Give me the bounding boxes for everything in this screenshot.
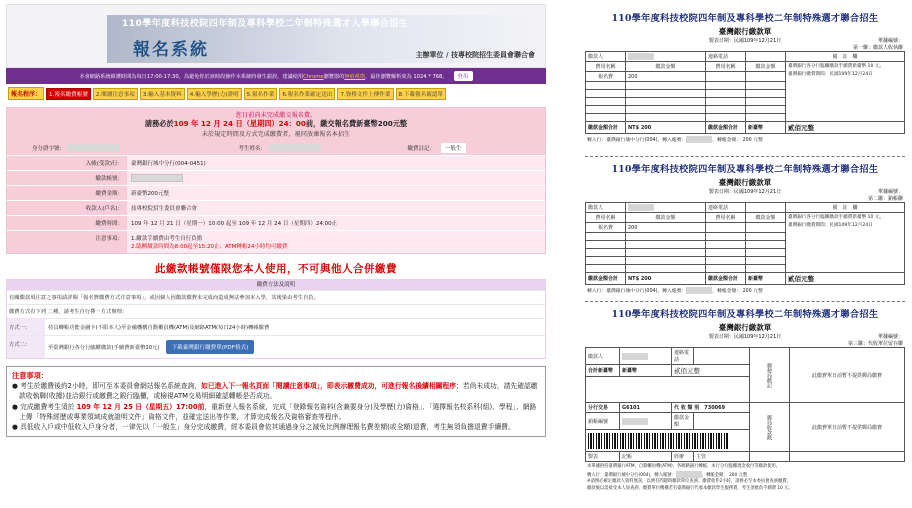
cut-line-2 [585, 301, 905, 302]
step-6-tab[interactable]: 6.報名作業確定送出 [279, 88, 335, 100]
payee-label: 收款人(戶名)： [7, 201, 127, 215]
step-8-tab[interactable]: 8.下載報名確認單 [396, 88, 447, 100]
info-text-2: 瀏覽器的 [323, 73, 345, 80]
notice-line-1: 您目前尚未完成繳交報名費。 [235, 112, 317, 119]
slip2-footer: 轉入行：臺灣銀行城中分行(004)，轉入帳號： ，轉帳金額： 200 元整 [587, 289, 763, 294]
account-label: 繳款帳號： [7, 171, 127, 185]
payment-notice [7, 108, 545, 141]
period-row [7, 215, 545, 230]
method-1-desc: 持具轉帳功能金融卡(不限本人)至金融機構自動櫃員機(ATM)及網路ATM(每日24小時)轉帳繳費 [48, 325, 270, 331]
amount-label: 繳費金額： [7, 186, 127, 200]
important-notes [6, 366, 546, 437]
step-3-tab[interactable]: 3.輸入基本資料 [140, 88, 185, 100]
bank-label: 入帳(受款)行： [7, 156, 127, 170]
step-1-tab[interactable]: 1.報名繳費帳號 [46, 88, 91, 100]
slip3-meta: 製表日期：民國109年12月21日 單據編號： [708, 334, 903, 340]
notes-row [7, 230, 545, 253]
page-title: 報名系統 [133, 40, 209, 60]
info-text-3: ，最佳瀏覽解析度為 1024 * 768。 [365, 73, 448, 80]
step-7-tab[interactable]: 7.資格文件上傳作業 [337, 88, 393, 100]
payment-methods [6, 279, 546, 359]
bank-value: 臺灣銀行城中分行(004-0451) [127, 156, 545, 170]
methods-line-1: 有關繳款須注意之事項請詳閱「報名費繳費方式注意事項」，或因個人因繳款繳費未完成而造成無法參加本入學，其後果由考生自負。 [7, 290, 545, 304]
step-nav-label: 報名程序： [8, 87, 44, 100]
cut-line-1 [585, 156, 905, 157]
note-1: 1.繳款手續費由考生自行負擔 [131, 236, 203, 242]
slip1-footer: 轉入行：臺灣銀行城中分行(004)，轉入帳號： ，轉帳金額： 200 元整 [587, 138, 763, 143]
note-item-2: ● 完成繳費考生須於 109 年 12 月 25 日（星期五）17:00前，重新登入報名系統，完成「登錄報名資料(含兼要身分)及學歷(力)資格」、「選擇報名校系科(組)、學程」、網路上傳「特殊經歷或專業領域成就證明文件」資格文件，並確定送出等作業，才算完成報名及資格審查等程序。 [12, 402, 537, 421]
status-label: 繳費註記： [407, 146, 435, 152]
method-2-desc: 至臺灣銀行各分行臨櫃繳款(手續費新臺幣10元) [48, 345, 160, 351]
step-4-tab[interactable]: 4.輸入學歷(力)證明 [187, 88, 242, 100]
notes-title: 注意事項： [12, 371, 48, 380]
slip1-table: 繳款人 連絡電話 備 註 欄 費用名稱 繳款金額 費用名稱 繳款金額 臺灣銀行各分行臨櫃繳款手續費新臺幣 10 元。 臺灣銀行繳費期間：民國109年12月24日 報名費 200 繳款金額合計 NT$ 200 繳款金額合計 新臺幣 貳佰元整 [585, 51, 905, 134]
logout-button[interactable]: 登出 [454, 71, 473, 81]
applicant-row [7, 141, 545, 155]
payee-value: 技專校院招生委員會聯合會 [127, 201, 545, 215]
step-2-tab[interactable]: 2.閱讀注意事項 [93, 88, 138, 100]
slip3-copy-label: 第三聯：代收單位留存聯 [847, 341, 903, 347]
deadline-date: 109 年 12 月 24 日（星期四）24：00 [173, 119, 306, 128]
notes-value [127, 231, 545, 253]
slip3-bank: 臺灣銀行繳款單 [718, 323, 772, 332]
step-5-tab[interactable]: 5.報名作業 [244, 88, 278, 100]
chrome-link[interactable]: Chrome [303, 73, 324, 80]
note-item-1: ● 考生於繳費後約2小時，即可至本委員會網站報名系統查詢，如已進入下一報名頁面「閱讀注意事項」，即表示繳費成功，可進行報名後續相關程序；若尚未成功，請先確認繳款收執聯(收據)並洽銀行或繳費之銀行臨櫃，或檢視ATM交易明細確認轉帳是否成功。 [12, 382, 538, 401]
personal-use-warning: 此繳款帳號僅限您本人使用，不可與他人合併繳費 [155, 263, 397, 275]
method-1-row [7, 318, 545, 335]
download-pdf-button[interactable]: 下載臺灣銀行繳費單(PDF格式) [166, 340, 255, 354]
method-2-row [7, 335, 545, 358]
applicant-name-label: 考生姓名： [238, 146, 266, 152]
step-nav [6, 84, 546, 103]
slip2-table: 繳款人 連絡電話 備 註 欄 費用名稱 繳款金額 費用名稱 繳款金額 臺灣銀行各分行臨櫃繳款手續費新臺幣 10 元。 臺灣銀行繳費期間：民國109年12月24日 報名費 200 繳款金額合計 NT$ 200 繳款金額合計 新臺幣 貳佰元整 [585, 202, 905, 285]
payment-slip-3 [585, 306, 905, 492]
header-subtitle: 110學年度科技校院四年制及專科學校二年制特殊選才入學聯合招生 [122, 19, 409, 29]
slip3-fineprint: 本單據供持臺灣銀行ATM、自動櫃員機(ATM)、各網路銀行轉帳、本行分行臨櫃現金收付等繳款使用。 轉入行：臺灣銀行城中分行(004)，轉入帳號： ，轉帳金額： 200 元整 ※請務必確定繳款人資料無誤，以便有問題時繳款單位查詢。繳費收件2小時，請務必至本委員會查詢繳費。 繳款後以需接受本人加查詢，繳費單位機構若有臺灣銀行代收本繳款學生服務費，考生須擔負手續費 10 元。 [587, 464, 793, 491]
slip2-meta: 製表日期：民國109年12月21日 單據編號： [708, 189, 903, 195]
slip3-post-note-2: 此繳費單日前暫不提供郵局繳費 [790, 403, 905, 452]
slip3-stamp-label: 郵便局戳記 [750, 348, 790, 403]
slip2-bank: 臺灣銀行繳款單 [718, 178, 772, 187]
payment-slip-1 [585, 10, 905, 143]
account-row [7, 170, 545, 185]
info-bar [6, 68, 546, 84]
slip1-title: 110學年度科技校院四年制及專科學校二年制特殊選才聯合招生 [611, 13, 879, 24]
method-2-cell [45, 336, 545, 358]
amount-value: 新臺幣200元整 [127, 186, 545, 200]
account-value [127, 171, 545, 185]
period-label: 繳費時間： [7, 216, 127, 230]
slip3-title: 110學年度科技校院四年制及專科學校二年制特殊選才聯合招生 [611, 309, 879, 320]
notes-label: 注意事項： [7, 231, 127, 253]
bank-row [7, 155, 545, 170]
amount-row [7, 185, 545, 200]
status-value: 一般生 [441, 143, 466, 153]
payment-slip-2 [585, 161, 905, 294]
slip2-copy-label: 第二聯：銷帳聯 [867, 196, 903, 202]
payment-info-form [6, 107, 546, 254]
note-item-3: ● 具低收入戶或中低收入戶身分者，一律先以「一般生」身分完成繳費，經本委員會依其通過身分之減免比例辦理報名費差額(或全額)退費，考生無須負擔退費手續費。 [12, 423, 515, 432]
note-2: 2.臨櫃繳款時間為8:00起至15:20止、ATM轉帳24小時均可繳費 [131, 244, 288, 250]
notice-line-3: 未於規定時間及方式完成繳費者，視同放棄報名本招生 [201, 131, 351, 138]
payee-row [7, 200, 545, 215]
account-masked [131, 174, 183, 182]
slip3-table: 繳款人 連絡電話 郵便局戳記 此繳費單日前暫不提供郵局繳費 合計新臺幣 新臺幣 貳佰元整 分行交易 G6101 代 收 類 別 730069 郵局收款戳 此繳費單日前暫不提供郵局繳費 銷帳編號 繳款金額 製表 記帳 經辦 主管 [585, 347, 905, 462]
method-2-label: 方式二： [7, 336, 45, 358]
slip3-post-stamp: 郵局收款戳 [750, 403, 790, 452]
notice-line-2: 請務必於109 年 12 月 24 日（星期四）24：00前，繳交報名費新臺幣200元整 [144, 119, 408, 128]
site-header [6, 4, 546, 68]
slip3-barcode [588, 433, 728, 449]
methods-line-2: 繳費方式有下列 二種，請考生自行擇一方式辦理： [7, 304, 545, 318]
incognito-link[interactable]: 無痕視窗 [344, 73, 366, 80]
slip1-copy-label: 第一聯：繳款人收執聯 [852, 45, 903, 51]
info-text: 本會網路系統維護時間為每日17:00-17:30，為避免你於該時段操作本系統時發生錯誤，建議使用 [79, 73, 304, 80]
method-1-label: 方式一： [7, 319, 45, 335]
slip2-title: 110學年度科技校院四年制及專科學校二年制特殊選才聯合招生 [611, 164, 879, 175]
id-number-masked [67, 144, 119, 152]
organizer-label: 主辦單位 / 技專校院招生委員會聯合會 [415, 51, 535, 59]
methods-heading: 繳費方法及說明 [7, 280, 545, 290]
slip3-post-note: 此繳費單日前暫不提供郵局繳費 [790, 348, 905, 403]
slip1-meta: 製表日期：民國109年12月21日 單據編號： [708, 38, 903, 44]
applicant-name-masked [269, 144, 321, 152]
registration-panel [6, 4, 546, 504]
id-number-label: 身分證字號： [31, 146, 65, 152]
period-value: 109 年 12 月 21 日（星期一）10:00 起至 109 年 12 月 24 日（星期四）24:00止 [127, 216, 545, 230]
slip1-bank: 臺灣銀行繳款單 [718, 27, 772, 36]
